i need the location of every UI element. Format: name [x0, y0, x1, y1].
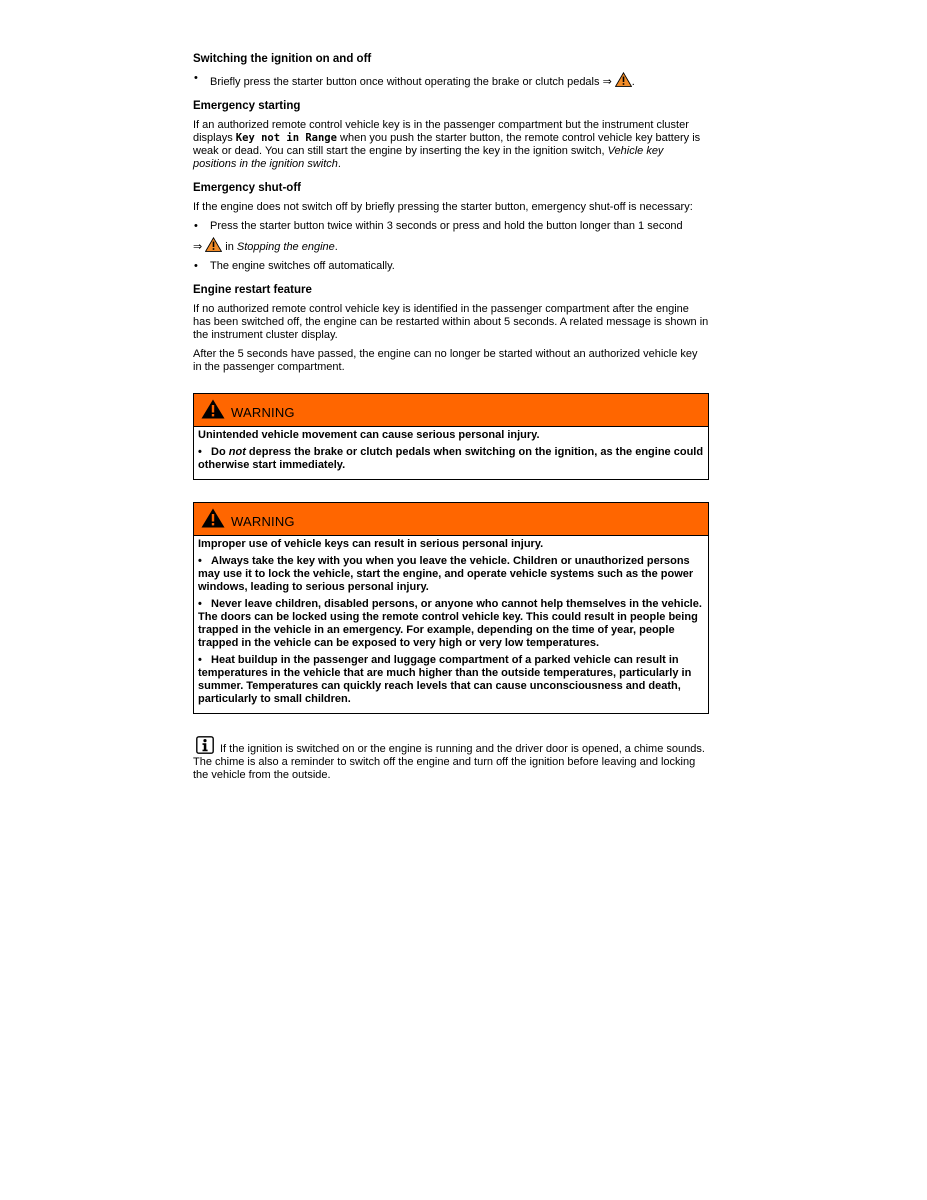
reference-arrow: ⇒ — [602, 76, 612, 88]
bullet-end: . — [631, 76, 635, 88]
text: . — [334, 241, 338, 253]
paragraph — [193, 736, 709, 782]
cross-reference-link[interactable]: Vehicle key positions in the ignition switch — [193, 145, 664, 170]
text: Never leave children, disabled persons, or anyone who cannot help themselves in the vehicle. The doors can be locked using the remote control vehicle key. This could result in people being trapped in the vehicle in an emergency. For example, depending on the time of year, people trapped in the vehicle can be exposed to very high or very low temperatures. — [198, 598, 702, 649]
warning-header — [194, 503, 708, 536]
text: Heat buildup in the passenger and luggage compartment of a parked vehicle can result in temperatures in the vehicle that are much higher than the outside temperatures, particularly in summer. Temperatures can quickly reach levels that can cause unconsciousness and death, particularly to small children. — [198, 654, 692, 705]
warning-box — [193, 502, 709, 714]
text: in — [222, 241, 237, 253]
warning-item — [198, 598, 704, 650]
info-note — [193, 736, 709, 782]
warning-header — [194, 394, 708, 427]
section-heading: Emergency shut-off — [193, 182, 301, 194]
section-heading: Emergency starting — [193, 100, 301, 112]
warning-triangle-icon[interactable] — [615, 72, 632, 87]
warning-triangle-icon — [201, 399, 225, 419]
emphasis: not — [228, 446, 246, 458]
display-message: Key not in Range — [235, 132, 337, 144]
list-item — [193, 220, 709, 233]
bullet-text: Briefly press the starter button once without operating the brake or clutch pedals — [210, 76, 600, 88]
text: Always take the key with you when you leave the vehicle. Children or unauthorized persons may use it to lock the vehicle, start the engine, and operate vehicle systems such as the power windows, leading to serious personal injury. — [198, 555, 694, 593]
warning-lead: Improper use of vehicle keys can result in serious personal injury. — [198, 538, 544, 550]
section-emergency-starting — [193, 99, 709, 171]
warning-body — [194, 427, 708, 479]
text: If an authorized remote control vehicle key is in the passenger compartment but the instrument cluster displays — [193, 119, 689, 144]
warning-label: WARNING — [231, 405, 295, 420]
section-switching-ignition — [193, 52, 709, 89]
warning-item — [198, 446, 704, 472]
warning-item — [198, 555, 704, 594]
text: depress the brake or clutch pedals when switching on the ignition, as the engine could otherwise start immediately. — [198, 446, 704, 471]
paragraph: After the 5 seconds have passed, the engine can no longer be started without an authorized vehicle key in the passenger compartment. — [193, 348, 698, 373]
paragraph: If the engine does not switch off by briefly pressing the starter button, emergency shut-off is necessary: — [193, 201, 693, 213]
paragraph: If no authorized remote control vehicle key is identified in the passenger compartment after the engine has been switched off, the engine can be restarted within about 5 seconds. A related message is shown in the instrument cluster display. — [193, 303, 709, 341]
list-item — [193, 260, 709, 273]
warning-triangle-icon[interactable] — [205, 237, 222, 252]
warning-box — [193, 393, 709, 480]
text: . — [337, 158, 341, 170]
section-heading: Switching the ignition on and off — [193, 53, 372, 65]
warning-item — [198, 654, 704, 706]
note-text: If the ignition is switched on or the engine is running and the driver door is opened, a chime sounds. The chime is also a reminder to switch off the engine and turn off the ignition before leaving and locking the vehicle from the outside. — [193, 743, 705, 781]
page-content — [193, 52, 709, 788]
bullet: • — [198, 598, 202, 610]
list-item — [193, 72, 709, 89]
bullet: • — [198, 446, 202, 458]
reference-arrow: ⇒ — [193, 241, 203, 253]
section-engine-restart — [193, 283, 709, 374]
bullet-continuation — [193, 237, 709, 254]
text: when you push the starter button, the remote control vehicle key battery is weak or dead. You can still start the engine by inserting the key in the ignition switch, — [193, 132, 701, 157]
bullet: • — [198, 555, 202, 567]
warning-label: WARNING — [231, 514, 295, 529]
bullet: • — [198, 654, 202, 666]
bullet-text: Press the starter button twice within 3 seconds or press and hold the button longer than 1 second — [210, 220, 683, 232]
text: Do — [211, 446, 229, 458]
info-icon — [196, 736, 214, 754]
bullet: • — [194, 72, 198, 84]
bullet: • — [194, 260, 198, 272]
section-emergency-shutoff — [193, 181, 709, 273]
cross-reference-link[interactable]: Stopping the engine — [236, 241, 335, 253]
section-heading: Engine restart feature — [193, 284, 312, 296]
warning-triangle-icon — [201, 508, 225, 528]
paragraph — [193, 119, 709, 171]
bullet-text: The engine switches off automatically. — [210, 260, 395, 272]
warning-body — [194, 536, 708, 713]
warning-lead: Unintended vehicle movement can cause serious personal injury. — [198, 429, 540, 441]
bullet: • — [194, 220, 198, 232]
